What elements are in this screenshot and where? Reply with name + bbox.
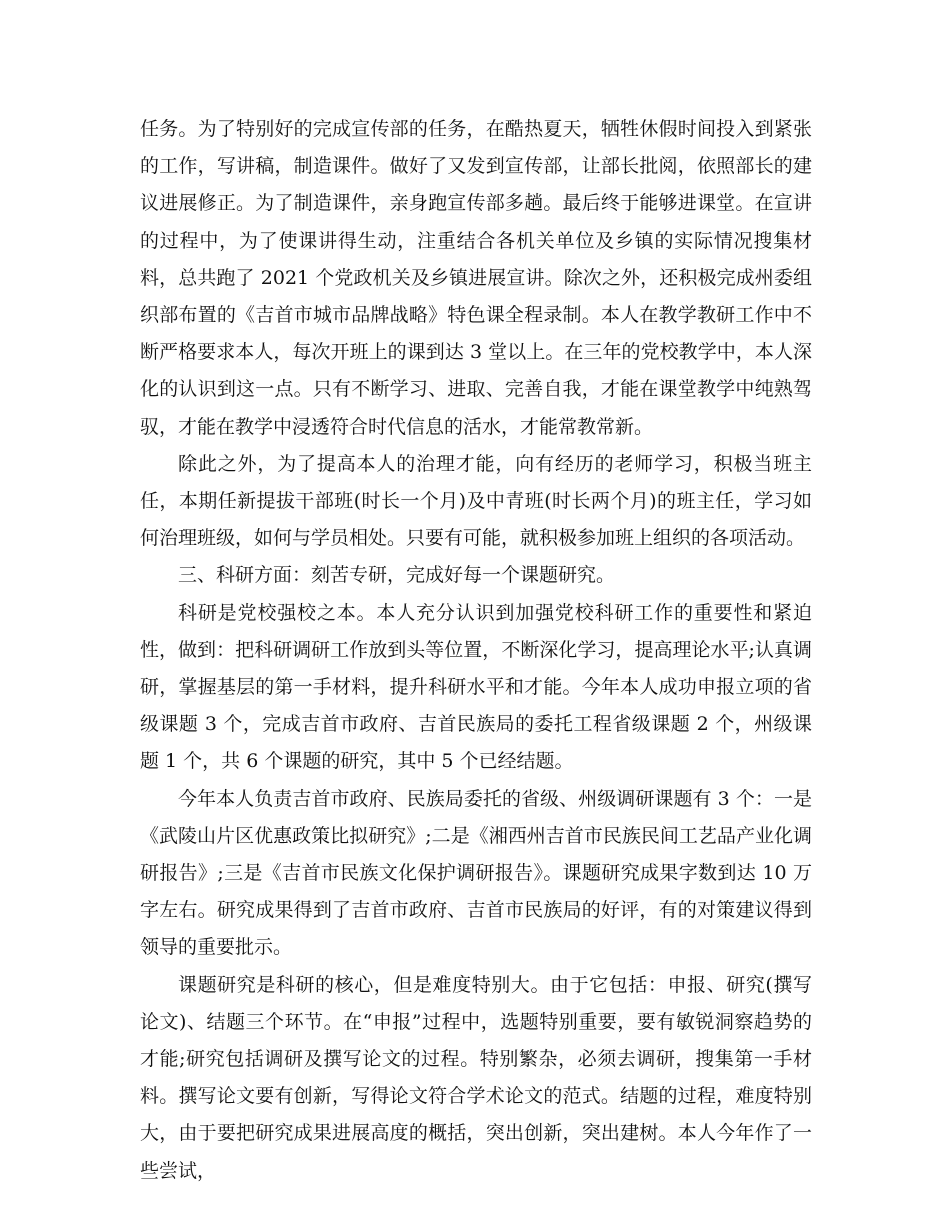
paragraph-teaching-continued: 任务。为了特别好的完成宣传部的任务，在酷热夏天，牺牲休假时间投入到紧张的工作，写讲稿，制造课件。做好了又发到宣传部，让部长批阅，依照部长的建议进展修正。为了制造课件，亲身跑宣传部多趟。最后终于能够进课堂。在宣讲的过程中，为了使课讲得生动，注重结合各机关单位及乡镇的实际情况搜集材料，总共跑了 2021 个党政机关及乡镇进展宣讲。除次之外，还积极完成州委组织部布置的《吉首市城市品牌战略》特色课全程录制。本人在教学教研工作中不断严格要求本人，每次开班上的课到达 3 堂以上。在三年的党校教学中，本人深化的认识到这一点。只有不断学习、进取、完善自我，才能在课堂教学中纯熟驾驭，才能在教学中浸透符合时代信息的活水，才能常教常新。	[140, 118, 812, 438]
paragraph-research-overview: 科研是党校强校之本。本人充分认识到加强党校科研工作的重要性和紧迫性，做到：把科研调研工作放到头等位置，不断深化学习，提高理论水平;认真调研，掌握基层的第一手材料，提升科研水平和才能。今年本人成功申报立项的省级课题 3 个，完成吉首市政府、吉首民族局的委托工程省级课题 2 个，州级课题 1 个，共 6 个课题的研究，其中 5 个已经结题。	[140, 601, 812, 773]
paragraph-class-teacher: 除此之外，为了提高本人的治理才能，向有经历的老师学习，积极当班主任，本期任新提拔干部班(时长一个月)及中青班(时长两个月)的班主任，学习如何治理班级，如何与学员相处。只要有可能，就积极参加班上组织的各项活动。	[140, 452, 812, 550]
paragraph-research-difficulty: 课题研究是科研的核心，但是难度特别大。由于它包括：申报、研究(撰写论文)、结题三个环节。在“申报”过程中，选题特别重要，要有敏锐洞察趋势的才能;研究包括调研及撰写论文的过程。特别繁杂，必须去调研，搜集第一手材料。撰写论文要有创新，写得论文符合学术论文的范式。结题的过程，难度特别大，由于要把研究成果进展高度的概括，突出创新，突出建树。本人今年作了一些尝试，	[140, 973, 812, 1182]
paragraph-research-topics: 今年本人负责吉首市政府、民族局委托的省级、州级调研课题有 3 个：一是《武陵山片区优惠政策比拟研究》;二是《湘西州吉首市民族民间工艺品产业化调研报告》;三是《吉首市民族文化保护调研报告》。课题研究成果字数到达 10 万字左右。研究成果得到了吉首市政府、吉首市民族局的好评，有的对策建议得到领导的重要批示。	[140, 787, 812, 959]
document-page	[140, 111, 812, 1190]
section-heading-research: 三、科研方面：刻苦专研，完成好每一个课题研究。	[178, 564, 616, 587]
